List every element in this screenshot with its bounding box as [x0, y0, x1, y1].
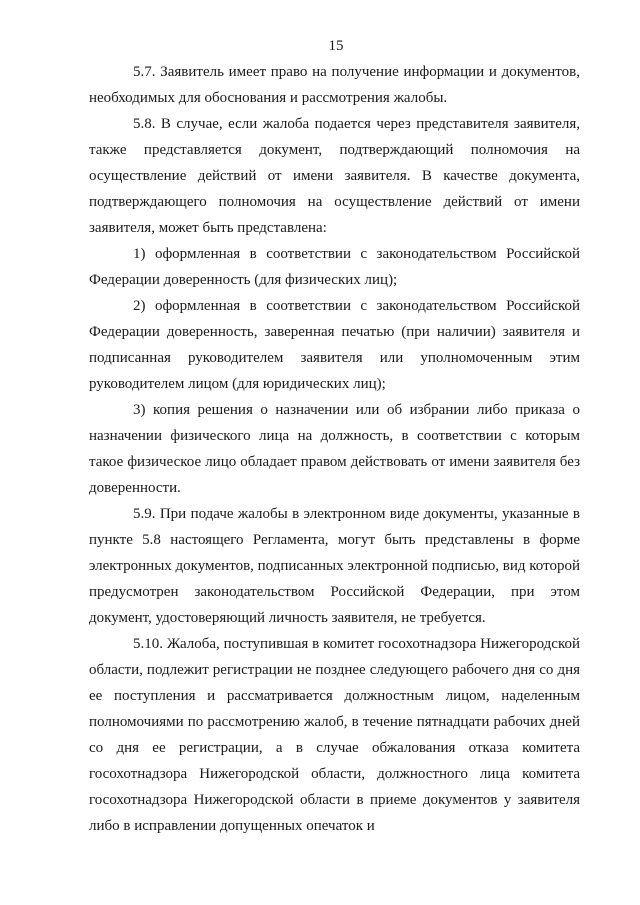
list-item-2: 2) оформленная в соответствии с законодательством Российской Федерации доверенность, заверенная печатью (при наличии) заявителя и подписанная руководителем заявителя или уполномоченным этим руководителем лицом (для юридических лиц); [89, 298, 580, 392]
paragraph-5-8: 5.8. В случае, если жалоба подается через представителя заявителя, также представляется документ, подтверждающий полномочия на осуществление действий от имени заявителя. В качестве документа, подтверждающего полномочия на осуществление действий от имени заявителя, может быть представлена: [89, 116, 580, 236]
document-body [89, 59, 580, 839]
page-number: 15 [328, 38, 344, 54]
paragraph-5-10: 5.10. Жалоба, поступившая в комитет госохотнадзора Нижегородской области, подлежит регистрации не позднее следующего рабочего дня со дня ее поступления и рассматривается должностным лицом, наделенным полномочиями по рассмотрению жалоб, в течение пятнадцати рабочих дней со дня ее регистрации, а в случае обжалования отказа комитета госохотнадзора Нижегородской области, должностного лица комитета госохотнадзора Нижегородской области в приеме документов у заявителя либо в исправлении допущенных опечаток и [89, 636, 580, 834]
list-item-3: 3) копия решения о назначении или об избрании либо приказа о назначении физического лица на должность, в соответствии с которым такое физическое лицо обладает правом действовать от имени заявителя без доверенности. [89, 402, 580, 496]
paragraph-5-9: 5.9. При подаче жалобы в электронном виде документы, указанные в пункте 5.8 настоящего Регламента, могут быть представлены в форме электронных документов, подписанных электронной подписью, вид которой предусмотрен законодательством Российской Федерации, при этом документ, удостоверяющий личность заявителя, не требуется. [89, 506, 580, 626]
paragraph-5-7: 5.7. Заявитель имеет право на получение информации и документов, необходимых для обоснования и рассмотрения жалобы. [89, 64, 580, 106]
list-item-1: 1) оформленная в соответствии с законодательством Российской Федерации доверенность (для физических лиц); [89, 246, 580, 288]
